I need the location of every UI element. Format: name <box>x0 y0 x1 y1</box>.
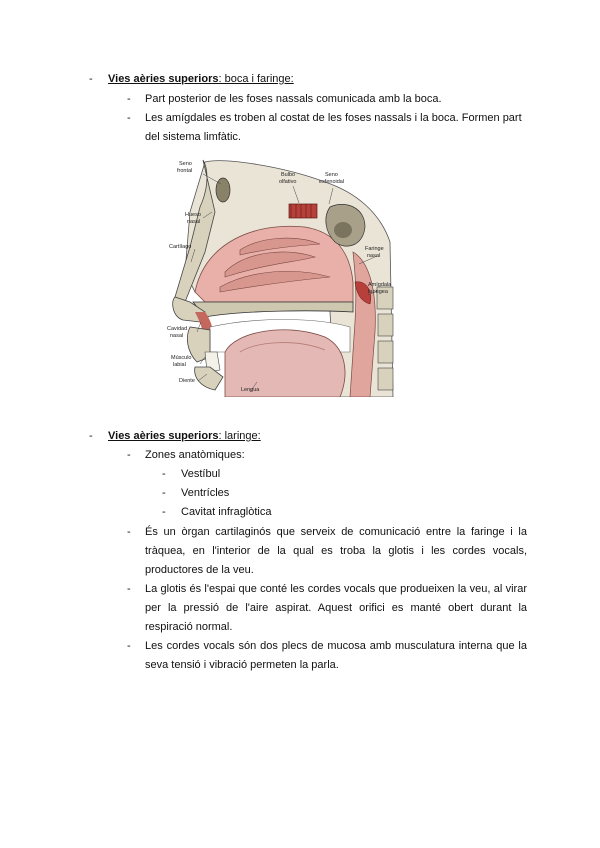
label-seno-frontal-2: frontal <box>177 168 193 174</box>
section1-heading-bold: Vies aèries superiors <box>108 73 219 85</box>
label-musculo-labial: Músculo <box>171 355 192 361</box>
zone-item: Ventrícles <box>181 487 230 499</box>
paragraph-line: respiració normal. <box>145 621 233 633</box>
list-item: Part posterior de les foses nassals comunicada amb la boca. <box>145 93 442 105</box>
bullet-dash: - <box>127 640 131 652</box>
zone-item: Cavitat infraglòtica <box>181 506 272 518</box>
bullet-dash: - <box>127 93 131 105</box>
label-amigdala-2: faringea <box>368 289 388 295</box>
paragraph-line: La glotis és l'espai que conté les cordes vocals que produeixen la veu, al virar <box>145 583 527 595</box>
bullet-dash: - <box>89 430 93 442</box>
bullet-dash: - <box>127 112 131 124</box>
label-cartilago: Cartílago <box>169 244 192 250</box>
label-amigdala: Amígdala <box>368 282 392 288</box>
bullet-dash: - <box>162 506 166 518</box>
label-musculo-labial-2: labial <box>173 362 186 368</box>
paragraph-line: És un òrgan cartilaginós que serveix de comunicació entre la faringe i la <box>145 526 527 538</box>
bullet-dash: - <box>162 468 166 480</box>
label-seno-esfenoidal-2: esfenoidal <box>319 179 345 185</box>
bullet-dash: - <box>89 73 93 85</box>
zones-title: Zones anatòmiques: <box>145 449 245 461</box>
bullet-dash: - <box>127 583 131 595</box>
bullet-dash: - <box>127 449 131 461</box>
paragraph-line: tràquea, en l'interior de la qual es troba la glotis i les cordes vocals, <box>145 545 527 557</box>
bullet-dash: - <box>127 526 131 538</box>
label-faringe-nasal: Faringe <box>365 246 384 252</box>
section2-heading-bold: Vies aèries superiors <box>108 430 219 442</box>
paragraph-line: productores de la veu. <box>145 564 254 576</box>
label-seno-frontal: Seno <box>179 161 192 167</box>
label-diente: Diente <box>179 378 195 384</box>
paragraph-line: per la pressió de l'aire aspirat. Aquest orifici es manté obert durant la <box>145 602 527 614</box>
label-lengua: Lengua <box>241 387 260 393</box>
label-cavidad-nasal-2: nasal <box>170 333 184 339</box>
paragraph-line: Les cordes vocals són dos plecs de mucosa amb musculatura interna que la <box>145 640 527 652</box>
bullet-dash: - <box>162 487 166 499</box>
list-item-continuation: del sistema limfàtic. <box>145 131 241 143</box>
label-bulbo: Bulbo <box>281 172 296 178</box>
section2-heading <box>108 427 261 446</box>
nasopharynx-diagram <box>165 152 395 397</box>
label-hueso-nasal-2: nasal <box>187 219 201 225</box>
list-item: Les amígdales es troben al costat de les foses nassals i la boca. Formen part <box>145 112 522 124</box>
label-seno-esfenoidal: Seno <box>325 172 338 178</box>
zone-item: Vestíbul <box>181 468 221 480</box>
section2-heading-rest: : laringe: <box>218 430 261 442</box>
paragraph-line: seva tensió i vibració permeten la parla. <box>145 659 339 671</box>
label-bulbo-2: olfativo <box>279 179 297 185</box>
section1-heading <box>108 70 294 89</box>
section1-heading-rest: : boca i faringe: <box>218 73 294 85</box>
label-cavidad-nasal: Cavidad <box>167 326 188 332</box>
label-hueso-nasal: Hueso <box>185 212 201 218</box>
label-faringe-nasal-2: nasal <box>367 253 381 259</box>
